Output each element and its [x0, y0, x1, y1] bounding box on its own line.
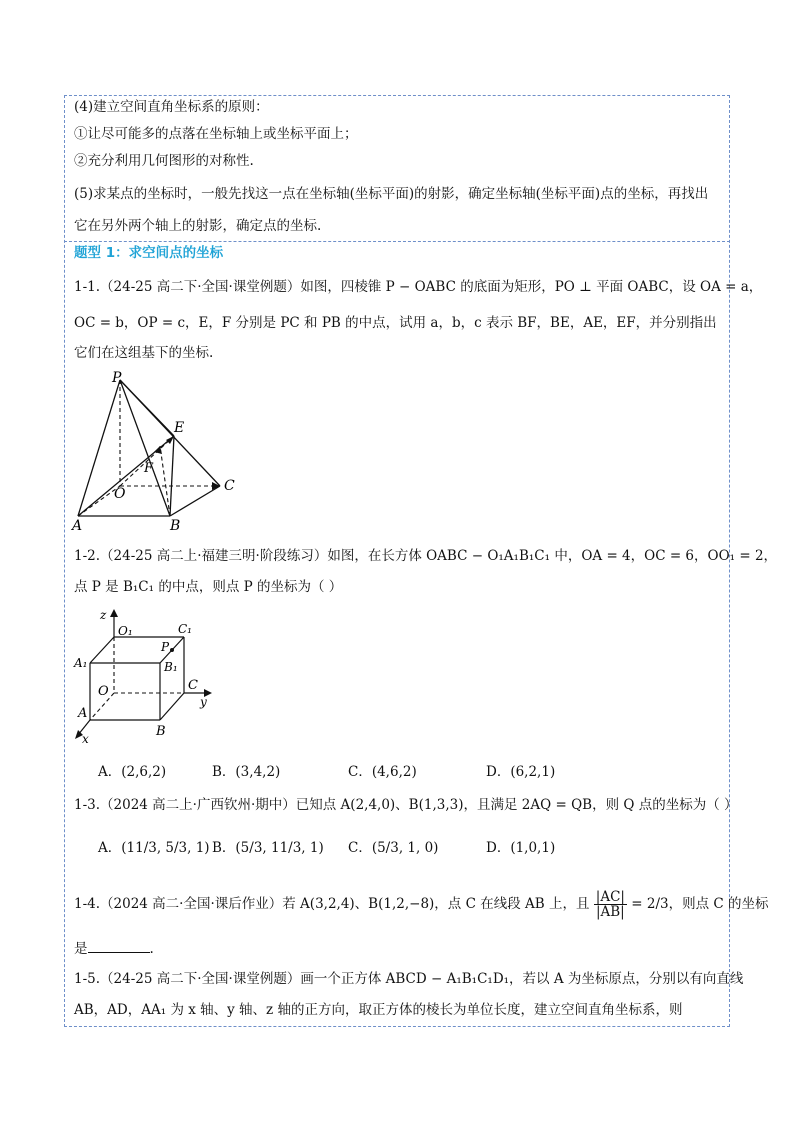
q3-option-a[interactable]: A．(11/3, 5/3, 1) [98, 840, 210, 856]
q4-ratio [594, 890, 627, 919]
principle-4-item-1: ①让尽可能多的点落在坐标轴上或坐标平面上； [74, 126, 358, 142]
principle-4-item-2: ②充分利用几何图形的对称性. [74, 153, 254, 169]
label-O1: O₁ [118, 624, 133, 638]
label-C: C [224, 478, 235, 494]
label-A1: A₁ [74, 656, 88, 670]
label-P: P [112, 370, 122, 386]
q3-option-d[interactable]: D．(1,0,1) [486, 840, 556, 856]
q2-option-a[interactable]: A．(2,6,2) [98, 764, 167, 780]
label-P: P [161, 640, 170, 654]
label-O-cuboid: O [98, 684, 109, 699]
q4-answer-blank[interactable] [88, 940, 150, 953]
q2-option-b[interactable]: B．(3,4,2) [212, 764, 281, 780]
label-O: O [114, 486, 126, 502]
q4-line-2: 是 . [74, 941, 154, 957]
q3-line-1: 1-3.（2024 高二上·广西钦州·期中）已知点 A(2,4,0)、B(1,3,3)，且满足 2AQ = QB，则 Q 点的坐标为（ ） [74, 797, 738, 813]
q1-line-3: 它们在这组基下的坐标. [74, 345, 214, 361]
principle-5-line-1: (5)求某点的坐标时，一般先找这一点在坐标轴(坐标平面)的射影，确定坐标轴(坐标平面)点的坐标，再找出 [74, 186, 709, 202]
label-A: A [72, 518, 83, 533]
label-z: z [100, 608, 107, 622]
q4-ratio-denominator: |AB| [595, 904, 625, 920]
q2-line-2: 点 P 是 B₁C₁ 的中点，则点 P 的坐标为（ ） [74, 579, 343, 595]
q3-option-c[interactable]: C．(5/3, 1, 0) [348, 840, 439, 856]
label-C-cuboid: C [188, 678, 198, 693]
q1-line-1: 1-1.（24-25 高二下·全国·课堂例题）如图，四棱锥 P − OABC 的底面为矩形，PO ⊥ 平面 OABC，设 OA = a， [74, 279, 763, 295]
principle-4-title: (4)建立空间直角坐标系的原则： [74, 99, 269, 115]
label-E: E [174, 420, 185, 436]
principle-5-line-2: 它在另外两个轴上的射影，确定点的坐标. [74, 218, 322, 234]
label-B-cuboid: B [156, 724, 166, 739]
label-B1: B₁ [164, 660, 178, 674]
label-F: F [144, 461, 154, 476]
q2-option-c[interactable]: C．(4,6,2) [348, 764, 417, 780]
label-x: x [82, 732, 89, 745]
q4-line-1 [74, 890, 769, 919]
label-B: B [170, 518, 181, 533]
q2-option-d[interactable]: D．(6,2,1) [486, 764, 556, 780]
pyramid-figure [70, 368, 250, 533]
section-divider [64, 241, 730, 242]
cuboid-figure [70, 605, 230, 745]
section-heading: 题型 1：求空间点的坐标 [74, 245, 224, 261]
q1-line-2: OC = b，OP = c，E，F 分别是 PC 和 PB 的中点，试用 a，b，c 表示 BF，BE，AE，EF，并分别指出 [74, 315, 717, 331]
label-A-cuboid: A [78, 706, 88, 721]
q4-ratio-numerator: |AC| [595, 889, 625, 905]
q4-answer-prefix: 是 [74, 941, 88, 957]
q4-text-pre: 1-4.（2024 高二·全国·课后作业）若 A(3,2,4)、B(1,2,−8)，点 C 在线段 AB 上，且 [74, 896, 590, 912]
q4-text-post: = 2/3，则点 C 的坐标 [631, 896, 769, 912]
q5-line-1: 1-5.（24-25 高二下·全国·课堂例题）画一个正方体 ABCD − A₁B₁C₁D₁，若以 A 为坐标原点，分别以有向直线 [74, 971, 744, 987]
q3-option-b[interactable]: B．(5/3, 11/3, 1) [212, 840, 324, 856]
q2-line-1: 1-2.（24-25 高二上·福建三明·阶段练习）如图，在长方体 OABC − O₁A₁B₁C₁ 中，OA = 4，OC = 6，OO₁ = 2， [74, 548, 778, 564]
q5-line-2: AB，AD，AA₁ 为 x 轴、y 轴、z 轴的正方向，取正方体的棱长为单位长度，建立空间直角坐标系，则 [74, 1002, 683, 1018]
label-C1: C₁ [178, 622, 192, 636]
label-y: y [200, 695, 207, 709]
